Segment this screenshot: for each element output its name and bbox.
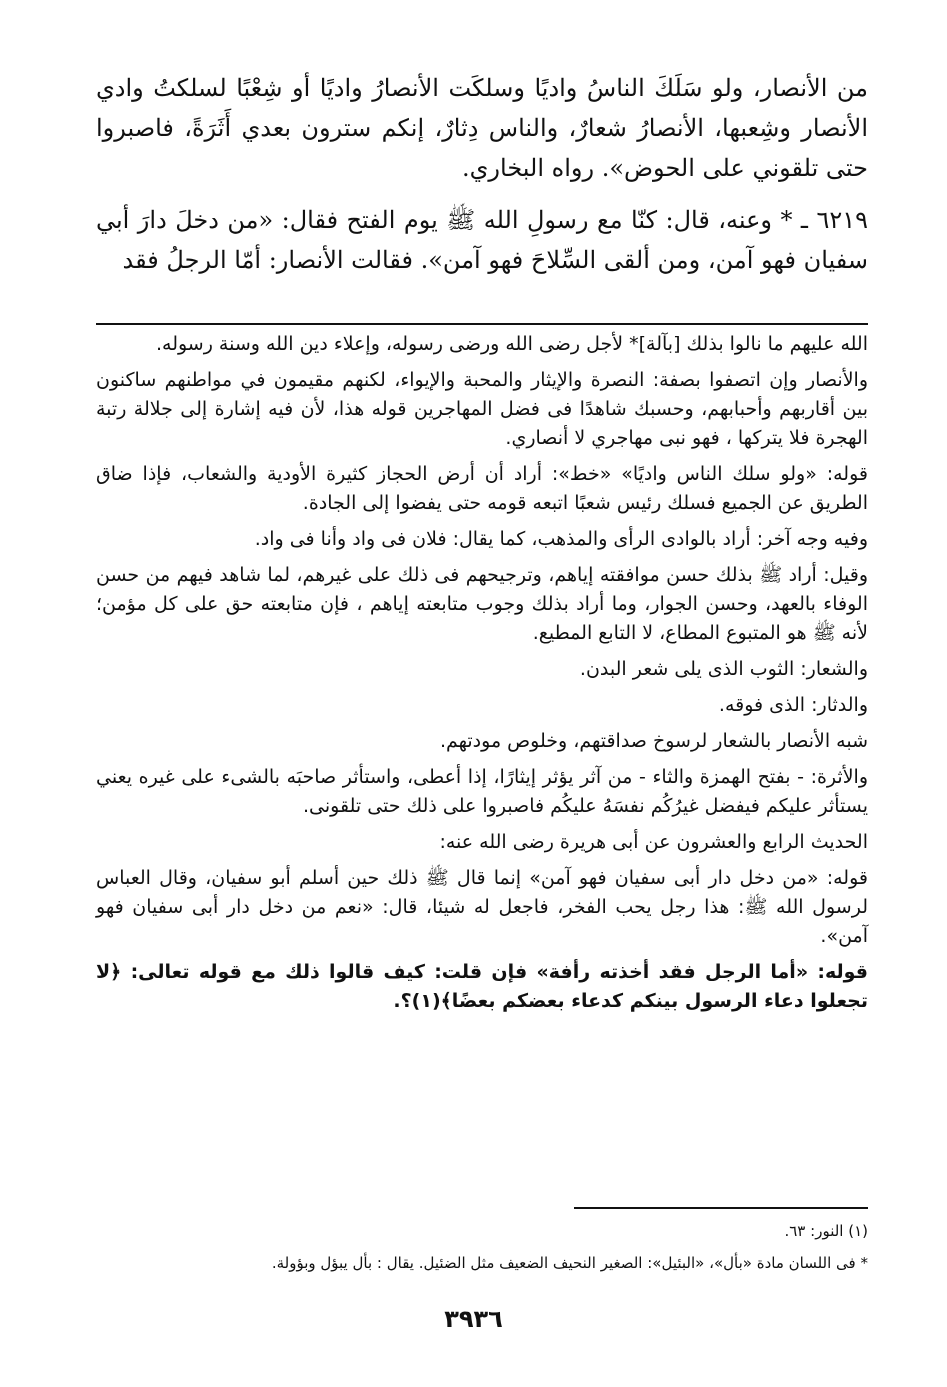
- footnote: (١) النور: ٦٣.: [784, 1222, 868, 1240]
- commentary-text: [96, 330, 868, 1023]
- commentary-paragraph: والأنصار وإن اتصفوا بصفة: النصرة والإيثار والمحبة والإيواء، لكنهم مقيمون في مواطنهم ساكنون بين أقاربهم وأحبابهم، وحسبك شاهدًا فى فضل المهاجرين قوله هذا، لأن فيه إشارة إلى جلالة رتبة الهجرة فلا يتركها ، فهو نبى مهاجري لا أنصاري.: [96, 369, 868, 449]
- commentary-paragraph: وقيل: أراد ﷺ بذلك حسن موافقته إياهم، وترجيحهم فى ذلك على غيرهم، لما شاهد فيهم من حسن الوفاء بالعهد، وحسن الجوار، وما أراد بذلك وجوب متابعته إياهم ، فإن متابعته حق على كل مؤمن؛ لأنه ﷺ هو المتبوع المطاع، لا التابع المطيع.: [96, 564, 868, 644]
- hadith-paragraph: ٦٢١٩ ـ * وعنه، قال: كنّا مع رسولِ الله ﷺ يوم الفتح فقال: «من دخلَ دارَ أبي سفيان فهو آمن، ومن ألقى السِّلاحَ فهو آمن». فقالت الأنصار: أمّا الرجلُ فقد: [96, 206, 868, 274]
- hadith-paragraph: من الأنصار، ولو سَلَكَ الناسُ واديًا وسلكَت الأنصارُ واديًا أو شِعْبًا لسلكتُ وادي الأنصار وشِعبها، الأنصارُ شعارٌ، والناس دِثارٌ، إنكم سترون بعدي أَثَرَةً، فاصبروا حتى تلقوني على الحوض». رواه البخاري.: [96, 74, 868, 182]
- commentary-paragraph: قوله: «من دخل دار أبى سفيان فهو آمن» إنما قال ﷺ ذلك حين أسلم أبو سفيان، وقال العباس لرسول الله ﷺ: هذا رجل يحب الفخر، فاجعل له شيئا، قال: «نعم من دخل دار أبى سفيان فهو آمن».: [96, 867, 868, 947]
- commentary-paragraph: شبه الأنصار بالشعار لرسوخ صداقتهم، وخلوص مودتهم.: [439, 730, 868, 752]
- section-divider: [96, 323, 868, 325]
- commentary-paragraph: والدثار: الذى فوقه.: [718, 694, 868, 716]
- footnote-divider: [574, 1207, 868, 1209]
- commentary-paragraph: قوله: «أما الرجل فقد أخذته رأفة» فإن قلت: كيف قالوا ذلك مع قوله تعالى: ﴿لا تجعلوا دعاء الرسول بينكم كدعاء بعضكم بعضًا﴾(١)؟.: [96, 961, 868, 1012]
- page-number: ٣٩٣٦: [444, 1305, 503, 1333]
- commentary-paragraph: والشعار: الثوب الذى يلى شعر البدن.: [579, 658, 868, 680]
- commentary-paragraph: الله عليهم ما نالوا بذلك [بآلة]* لأجل رضى الله ورضى رسوله، وإعلاء دين الله وسنة رسوله.: [155, 333, 868, 355]
- commentary-paragraph: والأثرة: - بفتح الهمزة والثاء - من آثر يؤثر إيثارًا، إذا أعطى، واستأثر صاحبَه بالشىء على غيره يعني يستأثر عليكم فيفضل غيرُكُم نفسَهُ عليكُم فاصبروا على ذلك حتى تلقونى.: [96, 766, 868, 817]
- footnotes: [96, 1218, 868, 1282]
- footnote: * فى اللسان مادة «بأل»، «البئيل»: الصغير النحيف الضعيف مثل الضئيل. يقال : بأل يبؤل وبؤولة.: [271, 1254, 868, 1272]
- hadith-text: [96, 68, 868, 292]
- commentary-paragraph: وفيه وجه آخر: أراد بالوادى الرأى والمذهب، كما يقال: فلان فى واد وأنا فى واد.: [254, 528, 868, 550]
- commentary-paragraph: قوله: «ولو سلك الناس واديًا» «خط»: أراد أن أرض الحجاز كثيرة الأودية والشعاب، فإذا ضاق الطريق عن الجميع فسلك رئيس شعبًا اتبعه قومه حتى يفضوا إلى الجادة.: [96, 463, 868, 514]
- commentary-paragraph: الحديث الرابع والعشرون عن أبى هريرة رضى الله عنه:: [439, 831, 868, 853]
